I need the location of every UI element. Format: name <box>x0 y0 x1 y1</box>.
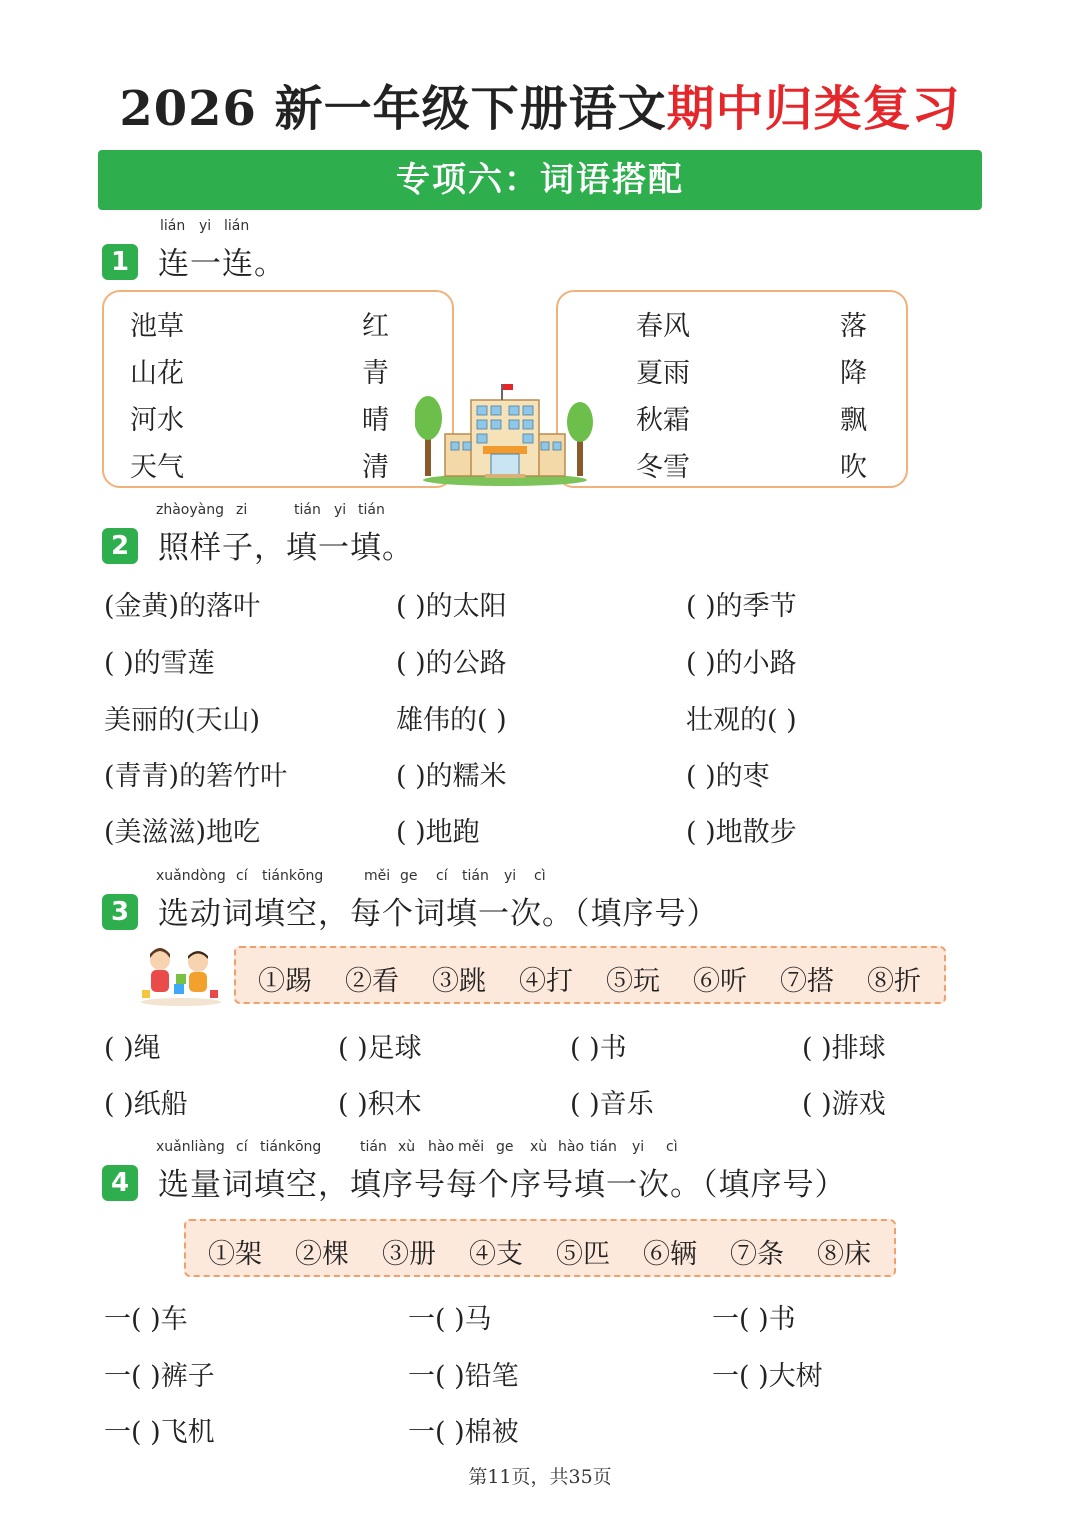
pinyin: tián <box>360 1139 387 1155</box>
pinyin: xù <box>530 1139 548 1155</box>
measure-option: ③册 <box>382 1239 436 1270</box>
verb-option: ⑧折 <box>867 966 921 997</box>
fill-item[interactable]: 雄伟的( ) <box>396 705 507 736</box>
section-number: 1 <box>102 244 138 280</box>
pinyin: tián <box>294 502 321 518</box>
section-title: 选量词填空，填序号每个序号填一次。（填序号） <box>158 1167 847 1203</box>
match-target: 降 <box>840 358 867 389</box>
verb-item[interactable]: ( )音乐 <box>570 1089 654 1120</box>
verb-item[interactable]: ( )书 <box>570 1033 627 1064</box>
match-word: 山花 <box>130 358 184 389</box>
school-building-icon <box>415 378 595 486</box>
match-word: 冬雪 <box>636 452 690 483</box>
pinyin: cì <box>534 868 546 884</box>
pinyin: hào <box>428 1139 455 1155</box>
match-target: 落 <box>840 311 867 342</box>
measure-option: ①架 <box>208 1239 262 1270</box>
verb-option: ⑥听 <box>693 966 747 997</box>
pinyin: cí <box>236 868 248 884</box>
measure-option: ②棵 <box>295 1239 349 1270</box>
fill-item[interactable]: ( )地散步 <box>686 817 797 848</box>
pinyin: zi <box>236 502 248 518</box>
fill-item[interactable]: ( )地跑 <box>396 817 480 848</box>
match-target: 青 <box>362 358 389 389</box>
measure-item[interactable]: 一( )车 <box>104 1304 188 1335</box>
match-word: 春风 <box>636 311 690 342</box>
measure-options-box <box>184 1219 896 1277</box>
match-target: 飘 <box>840 405 867 436</box>
fill-item[interactable]: ( )的枣 <box>686 761 770 792</box>
fill-item[interactable]: ( )的太阳 <box>396 591 507 622</box>
title-main: 2026 新一年级下册语文 <box>119 81 667 137</box>
children-playing-icon <box>138 944 224 1006</box>
measure-option: ④支 <box>469 1239 523 1270</box>
section-title: 照样子，填一填。 <box>158 530 414 566</box>
verb-option: ④打 <box>519 966 573 997</box>
verb-item[interactable]: ( )积木 <box>338 1089 422 1120</box>
section-title: 连一连。 <box>158 246 286 282</box>
section-title: 选动词填空，每个词填一次。（填序号） <box>158 896 719 932</box>
pinyin: zhàoyàng <box>156 502 224 518</box>
match-word: 秋霜 <box>636 405 690 436</box>
verb-option: ①踢 <box>258 966 312 997</box>
pinyin: yi <box>504 868 517 884</box>
verb-option: ②看 <box>345 966 399 997</box>
measure-option: ⑦条 <box>730 1239 784 1270</box>
measure-item[interactable]: 一( )裤子 <box>104 1361 215 1392</box>
measure-option: ⑧床 <box>817 1239 871 1270</box>
pinyin: lián <box>160 218 186 234</box>
pinyin: cì <box>666 1139 678 1155</box>
pinyin: tián <box>590 1139 617 1155</box>
measure-option: ⑤匹 <box>556 1239 610 1270</box>
measure-option: ⑥辆 <box>643 1239 697 1270</box>
pinyin: cí <box>436 868 448 884</box>
pinyin: yi <box>632 1139 645 1155</box>
pinyin: měi <box>458 1139 485 1155</box>
page-title <box>0 70 1080 139</box>
pinyin: lián <box>224 218 250 234</box>
section-number: 2 <box>102 528 138 564</box>
fill-item: 美丽的(天山) <box>104 705 261 736</box>
measure-item[interactable]: 一( )铅笔 <box>408 1361 519 1392</box>
section-banner: 专项六：词语搭配 <box>98 150 982 210</box>
fill-item[interactable]: ( )的小路 <box>686 648 797 679</box>
verb-item[interactable]: ( )纸船 <box>104 1089 188 1120</box>
verb-item[interactable]: ( )游戏 <box>802 1089 886 1120</box>
pinyin: xuǎndòng <box>156 868 226 884</box>
pinyin: xù <box>398 1139 416 1155</box>
pinyin: ge <box>496 1139 514 1155</box>
pinyin: ge <box>400 868 418 884</box>
verb-options-box <box>234 946 946 1004</box>
section-number: 3 <box>102 894 138 930</box>
fill-item: (美滋滋)地吃 <box>104 817 261 848</box>
pinyin: tián <box>462 868 489 884</box>
pinyin: cí <box>236 1139 248 1155</box>
match-word: 夏雨 <box>636 358 690 389</box>
match-target: 清 <box>362 452 389 483</box>
measure-item[interactable]: 一( )棉被 <box>408 1417 519 1448</box>
fill-item[interactable]: 壮观的( ) <box>686 705 797 736</box>
fill-item[interactable]: ( )的糯米 <box>396 761 507 792</box>
pinyin: měi <box>364 868 391 884</box>
match-target: 晴 <box>362 405 389 436</box>
fill-item[interactable]: ( )的公路 <box>396 648 507 679</box>
measure-item[interactable]: 一( )大树 <box>712 1361 823 1392</box>
match-target: 吹 <box>840 452 867 483</box>
fill-item[interactable]: ( )的雪莲 <box>104 648 215 679</box>
verb-item[interactable]: ( )排球 <box>802 1033 886 1064</box>
pinyin: tiánkōng <box>262 868 324 884</box>
fill-item: (金黄)的落叶 <box>104 591 261 622</box>
match-target: 红 <box>362 311 389 342</box>
match-word: 天气 <box>130 452 184 483</box>
measure-item[interactable]: 一( )马 <box>408 1304 492 1335</box>
fill-item: (青青)的箬竹叶 <box>104 761 288 792</box>
measure-item[interactable]: 一( )飞机 <box>104 1417 215 1448</box>
fill-item[interactable]: ( )的季节 <box>686 591 797 622</box>
verb-option: ⑤玩 <box>606 966 660 997</box>
verb-option: ⑦搭 <box>780 966 834 997</box>
verb-item[interactable]: ( )足球 <box>338 1033 422 1064</box>
pinyin: yi <box>199 218 212 234</box>
match-word: 池草 <box>130 311 184 342</box>
pinyin: xuǎnliàng <box>156 1139 225 1155</box>
verb-option: ③跳 <box>432 966 486 997</box>
pinyin: tián <box>358 502 385 518</box>
page-number: 第11页，共35页 <box>468 1466 612 1488</box>
verb-item[interactable]: ( )绳 <box>104 1033 161 1064</box>
pinyin: yi <box>334 502 347 518</box>
measure-item[interactable]: 一( )书 <box>712 1304 796 1335</box>
match-box-right <box>556 290 908 488</box>
section-number: 4 <box>102 1165 138 1201</box>
title-highlight: 期中归类复习 <box>666 81 961 137</box>
pinyin: tiánkōng <box>260 1139 322 1155</box>
match-box-left <box>102 290 454 488</box>
pinyin: hào <box>558 1139 585 1155</box>
match-word: 河水 <box>130 405 184 436</box>
